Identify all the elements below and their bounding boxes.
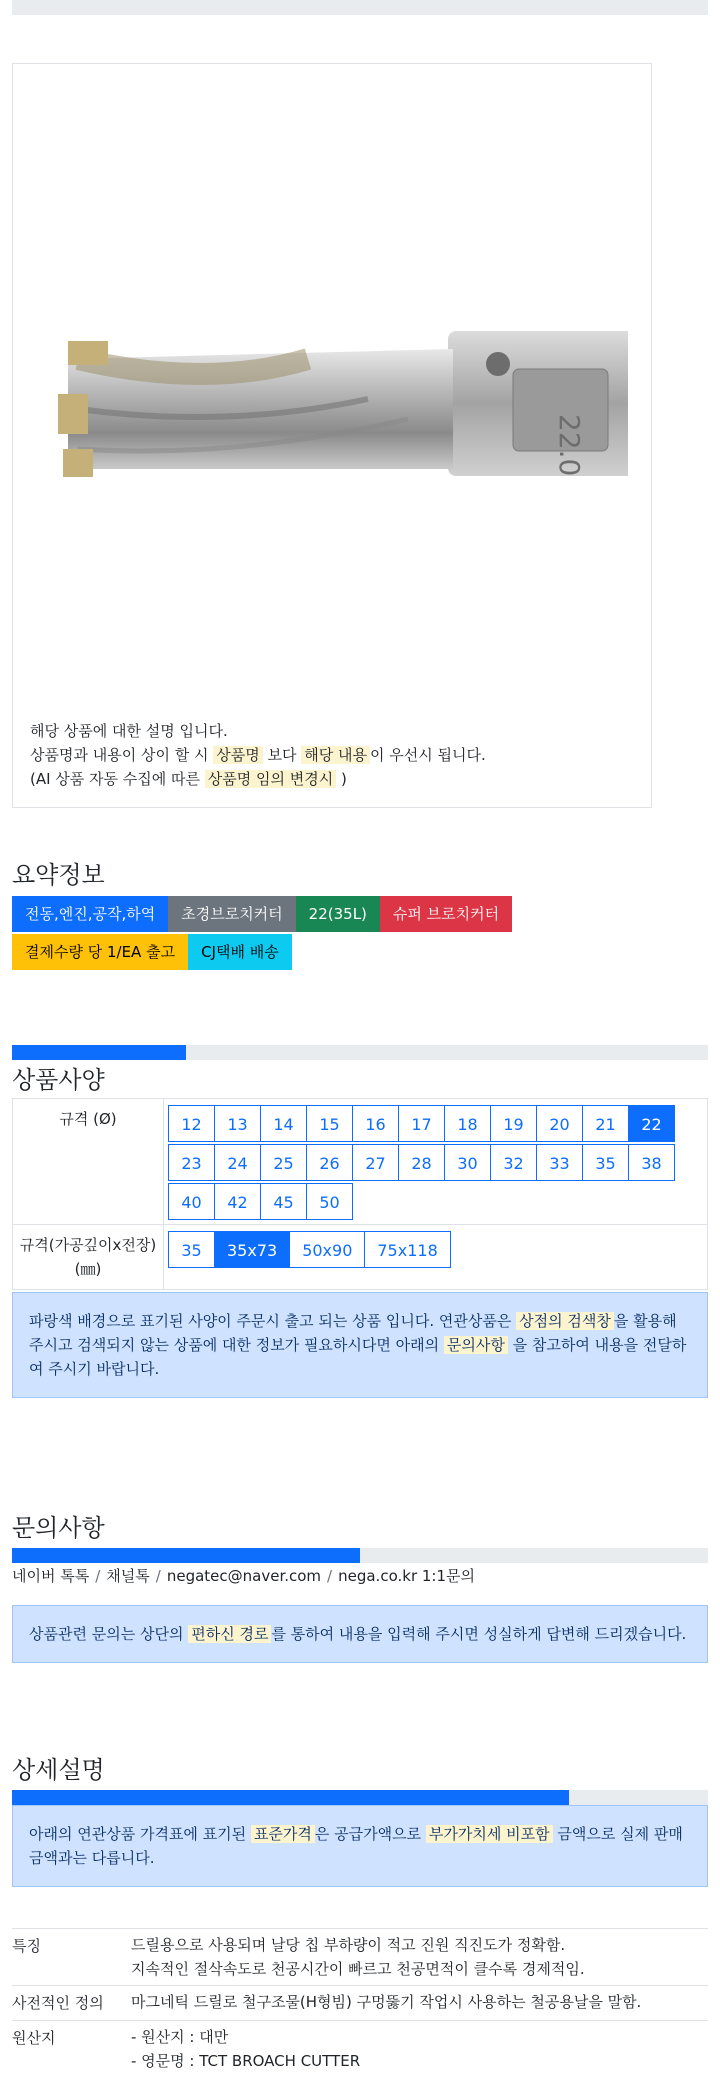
feature-row <box>12 2021 708 2078</box>
spec-option[interactable]: 19 <box>490 1105 537 1142</box>
spec-title: 상품사양 <box>12 1066 105 1094</box>
spec-option[interactable]: 40 <box>168 1183 215 1220</box>
spec-option[interactable]: 33 <box>536 1144 583 1181</box>
spec-row-length <box>13 1225 708 1290</box>
summary-title: 요약정보 <box>12 861 105 889</box>
spec-option[interactable]: 15 <box>306 1105 353 1142</box>
contact-link[interactable]: nega.co.kr 1:1문의 <box>338 1567 475 1585</box>
feature-row <box>12 1929 708 1986</box>
contact-link[interactable]: 네이버 톡톡 <box>12 1567 90 1585</box>
spec-option[interactable]: 24 <box>214 1144 261 1181</box>
spec-option[interactable]: 25 <box>260 1144 307 1181</box>
summary-badge: 초경브로치커터 <box>168 896 295 932</box>
spec-options-length <box>164 1225 708 1290</box>
highlight: 문의사항 <box>444 1336 508 1354</box>
spec-option[interactable]: 35x73 <box>214 1231 290 1268</box>
summary-badge: 22(35L) <box>296 896 380 932</box>
summary-row2-badge: 결제수량 당 1/EA 출고 <box>12 934 188 970</box>
spec-progress-bar <box>12 1045 708 1060</box>
feature-value <box>131 1986 708 2021</box>
spec-option[interactable]: 38 <box>628 1144 675 1181</box>
highlight: 해당 내용 <box>301 746 370 764</box>
spec-option[interactable]: 35 <box>582 1144 629 1181</box>
detail-progress-bar <box>12 1790 708 1805</box>
feature-line: 지속적인 절삭속도로 천공시간이 빠르고 천공면적이 클수록 경제적임. <box>131 1960 585 1978</box>
highlight: 부가가치세 비포함 <box>426 1825 553 1843</box>
spec-option[interactable]: 16 <box>352 1105 399 1142</box>
feature-key: 특징 <box>12 1929 131 1986</box>
product-image <box>48 279 628 534</box>
inquiry-progress-fill <box>12 1548 360 1563</box>
highlight: 상점의 검색창 <box>516 1312 614 1330</box>
spec-option[interactable]: 18 <box>444 1105 491 1142</box>
feature-row <box>12 1986 708 2021</box>
spec-option[interactable]: 32 <box>490 1144 537 1181</box>
desc-line-1: 해당 상품에 대한 설명 입니다. <box>30 722 228 740</box>
spec-progress-fill <box>12 1045 186 1060</box>
spec-option[interactable]: 50x90 <box>289 1231 365 1268</box>
separator: / <box>95 1567 101 1585</box>
spec-option[interactable]: 27 <box>352 1144 399 1181</box>
spec-option[interactable]: 26 <box>306 1144 353 1181</box>
desc-line-3: (AI 상품 자동 수집에 따른 상품명 임의 변경시 ) <box>30 770 347 788</box>
feature-line: 드릴용으로 사용되며 날당 칩 부하량이 적고 진원 직진도가 정확함. <box>131 1936 566 1954</box>
spec-option[interactable]: 21 <box>582 1105 629 1142</box>
spec-option[interactable]: 12 <box>168 1105 215 1142</box>
top-progress-bar <box>12 0 708 15</box>
highlight: 편하신 경로 <box>188 1625 271 1643</box>
summary-badges-row2 <box>12 934 292 970</box>
feature-line: - 원산지 : 대만 <box>131 2028 229 2046</box>
spec-option[interactable]: 75x118 <box>364 1231 450 1268</box>
contact-link[interactable]: negatec@naver.com <box>166 1567 322 1585</box>
desc-line-2: 상품명과 내용이 상이 할 시 상품명 보다 해당 내용 이 우선시 됩니다. <box>30 746 486 764</box>
spec-option[interactable]: 17 <box>398 1105 445 1142</box>
contact-link[interactable]: 채널톡 <box>106 1567 150 1585</box>
contact-links <box>12 1565 475 1586</box>
feature-line: - 영문명 : TCT BROACH CUTTER <box>131 2052 361 2070</box>
spec-row-diameter <box>13 1099 708 1225</box>
spec-option[interactable]: 42 <box>214 1183 261 1220</box>
highlight: 상품명 <box>213 746 262 764</box>
spec-label: 규격(가공깊이x전장) (㎜) <box>13 1225 164 1290</box>
feature-key: 사전적인 정의 <box>12 1986 131 2021</box>
spec-label: 규격 (Ø) <box>13 1099 164 1225</box>
product-marking: 22.0 <box>553 414 586 477</box>
inquiry-title: 문의사항 <box>12 1514 105 1542</box>
detail-title: 상세설명 <box>12 1756 105 1784</box>
feature-key: 원산지 <box>12 2021 131 2078</box>
spec-option[interactable]: 23 <box>168 1144 215 1181</box>
spec-option[interactable]: 35 <box>168 1231 215 1268</box>
spec-option[interactable]: 14 <box>260 1105 307 1142</box>
product-image-card <box>12 63 652 808</box>
separator: / <box>155 1567 161 1585</box>
spec-option[interactable]: 50 <box>306 1183 353 1220</box>
image-card-description <box>30 719 486 791</box>
spec-option[interactable]: 22 <box>628 1105 675 1142</box>
spec-options-diameter <box>164 1099 708 1225</box>
summary-row2-badge: CJ택배 배송 <box>188 934 292 970</box>
feature-value <box>131 1929 708 1986</box>
detail-notice: 아래의 연관상품 가격표에 표기된 표준가격 은 공급가액으로 부가가치세 비포함 금액으로 실제 판매금액과는 다릅니다. <box>12 1805 708 1887</box>
spec-option[interactable]: 13 <box>214 1105 261 1142</box>
inquiry-notice: 상품관련 문의는 상단의 편하신 경로 를 통하여 내용을 입력해 주시면 성실하게 답변해 드리겠습니다. <box>12 1605 708 1663</box>
spec-option[interactable]: 20 <box>536 1105 583 1142</box>
highlight: 표준가격 <box>251 1825 315 1843</box>
feature-value <box>131 2021 708 2078</box>
summary-badge: 전동,엔진,공작,하역 <box>12 896 168 932</box>
spec-option[interactable]: 45 <box>260 1183 307 1220</box>
spec-table <box>12 1098 708 1290</box>
inquiry-progress-bar <box>12 1548 708 1563</box>
feature-table <box>12 1928 708 2077</box>
summary-badge: 슈퍼 브로치커터 <box>380 896 512 932</box>
detail-progress-fill <box>12 1790 569 1805</box>
spec-notice: 파랑색 배경으로 표기된 사양이 주문시 출고 되는 상품 입니다. 연관상품은 상점의 검색창 을 활용해 주시고 검색되지 않는 상품에 대한 정보가 필요하시다면 아래의 문의사항 을 참고하여 내용을 전달하여 주시기 바랍니다. <box>12 1292 708 1398</box>
separator: / <box>327 1567 333 1585</box>
spec-option[interactable]: 28 <box>398 1144 445 1181</box>
feature-line: 마그네틱 드릴로 철구조물(H형빔) 구멍뚫기 작업시 사용하는 철공용날을 말함. <box>131 1993 642 2011</box>
spec-option[interactable]: 30 <box>444 1144 491 1181</box>
summary-badges <box>12 896 572 932</box>
highlight: 상품명 임의 변경시 <box>205 770 336 788</box>
